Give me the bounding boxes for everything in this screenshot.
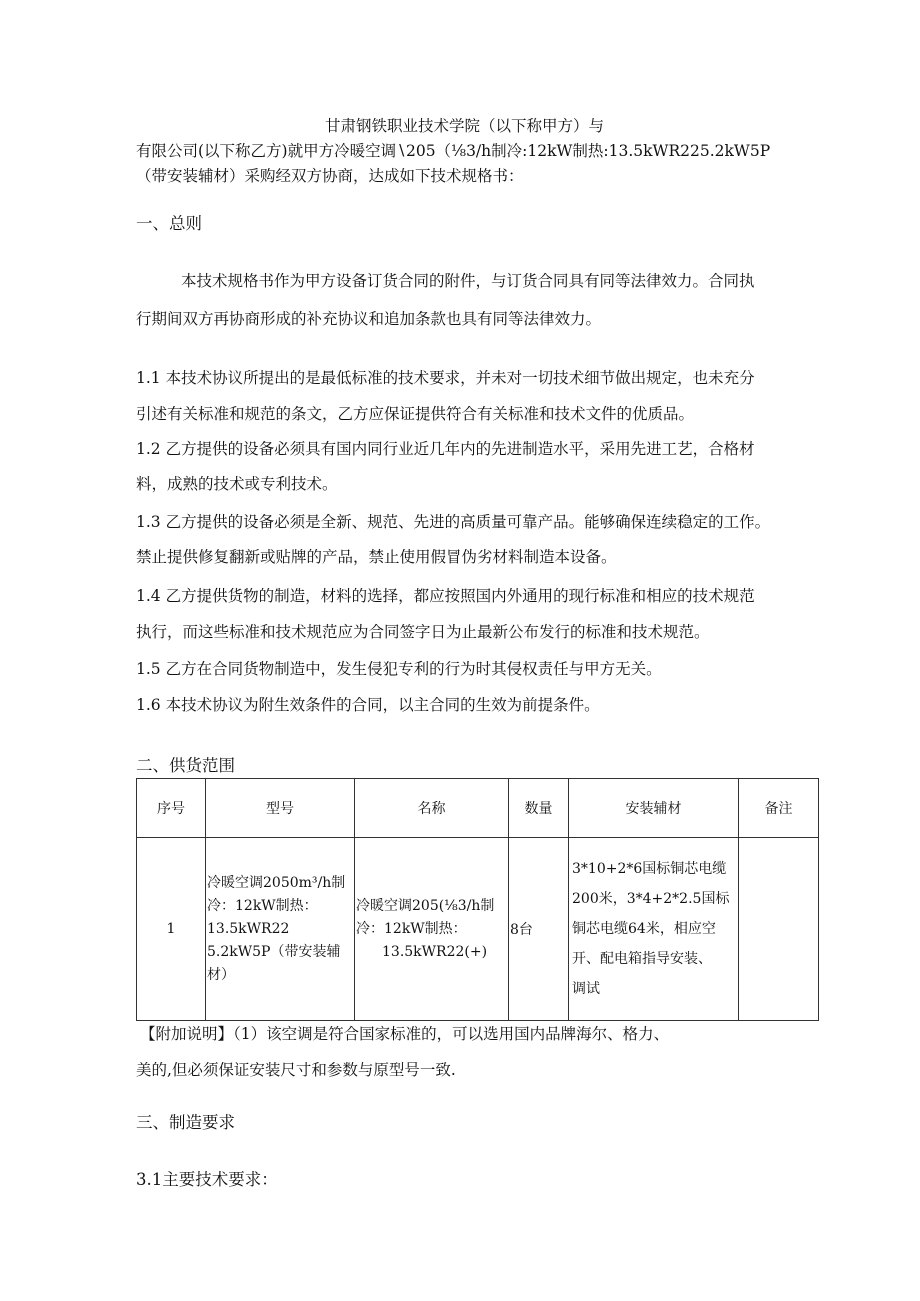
clause-1-1-line-1: 1.1 本技术协议所提出的是最低标准的技术要求，并未对一切技术细节做出规定，也未充分	[136, 369, 755, 387]
section-3-heading: 三、制造要求	[136, 1113, 235, 1132]
materials-line-1: 3*10+2*6国标铜芯电缆	[572, 861, 727, 877]
note-line-2: 美的,但必须保证安装尺寸和参数与原型号一致.	[136, 1061, 456, 1079]
clause-1-4-line-2: 执行，而这些标准和技术规范应为合同签字日为止最新公布发行的标准和技术规范。	[136, 623, 710, 641]
header-remark: 备注	[739, 779, 819, 838]
intro-line-2: 有限公司(以下称乙方)就甲方冷暖空调∖205（⅛3/h制冷:12kW制热:13.5kWR225.2kW5P	[136, 142, 771, 160]
header-name: 名称	[355, 779, 509, 838]
header-model: 型号	[206, 779, 355, 838]
clause-1-3-line-2: 禁止提供修复翻新或贴牌的产品，禁止使用假冒伪劣材料制造本设备。	[136, 548, 617, 566]
clause-1-2-line-2: 料，成熟的技术或专利技术。	[136, 475, 338, 493]
materials-line-2: 200米，3*4+2*2.5国标	[572, 891, 730, 907]
model-line-1: 冷暖空调2050m³/h制	[207, 874, 346, 891]
cell-name	[355, 838, 509, 1021]
clause-1-4-line-1: 1.4 乙方提供货物的制造，材料的选择，都应按照国内外通用的现行标准和相应的技术规范	[136, 587, 755, 605]
header-qty: 数量	[509, 779, 569, 838]
clause-1-2-line-1: 1.2 乙方提供的设备必须具有国内同行业近几年内的先进制造水平，采用先进工艺，合格材	[136, 440, 755, 458]
model-line-3: 13.5kWR22	[207, 920, 290, 937]
name-line-2: 冷：12kW制热：	[356, 920, 467, 937]
section-2-heading: 二、供货范围	[136, 756, 235, 775]
header-materials: 安装辅材	[569, 779, 739, 838]
materials-line-4: 开、配电箱指导安装、	[572, 951, 712, 967]
cell-no: 1	[137, 838, 206, 1021]
header-no: 序号	[137, 779, 206, 838]
note-line-1: 【附加说明】（1）该空调是符合国家标准的，可以选用国内品牌海尔、格力、	[140, 1025, 670, 1043]
intro-line-1: 甘肃钢铁职业技术学院（以下称甲方）与	[325, 117, 605, 135]
cell-materials	[569, 838, 739, 1021]
general-para-line-2: 行期间双方再协商形成的补充协议和追加条款也具有同等法律效力。	[136, 310, 602, 328]
materials-line-3: 铜芯电缆64米，相应空	[572, 921, 716, 937]
table-header-row	[137, 779, 819, 838]
clause-1-6: 1.6 本技术协议为附生效条件的合同，以主合同的生效为前提条件。	[136, 696, 600, 714]
clause-1-3-line-1: 1.3 乙方提供的设备必须是全新、规范、先进的高质量可靠产品。能够确保连续稳定的工作。	[136, 513, 771, 531]
clause-1-1-line-2: 引述有关标准和规范的条文，乙方应保证提供符合有关标准和技术文件的优质品。	[136, 405, 695, 423]
general-para-line-1: 本技术规格书作为甲方设备订货合同的附件，与订货合同具有同等法律效力。合同执	[181, 272, 755, 290]
intro-line-3: （带安装辅材）采购经双方协商，达成如下技术规格书：	[136, 167, 524, 185]
cell-qty: 8台	[509, 838, 569, 1021]
section-1-heading: 一、总则	[136, 214, 202, 233]
model-line-4: 5.2kW5P（带安装辅	[207, 943, 341, 960]
materials-line-5: 调试	[572, 981, 600, 997]
model-line-2: 冷：12kW制热：	[207, 897, 318, 914]
cell-model	[206, 838, 355, 1021]
model-line-5: 材）	[207, 966, 235, 983]
name-line-3: 13.5kWR22(+)	[382, 943, 488, 960]
name-line-1: 冷暖空调205(⅛3/h制	[356, 897, 495, 914]
table-row	[137, 838, 819, 1021]
section-3-1-heading: 3.1主要技术要求：	[136, 1170, 278, 1189]
clause-1-5: 1.5 乙方在合同货物制造中，发生侵犯专利的行为时其侵权责任与甲方无关。	[136, 660, 662, 678]
supply-scope-table	[136, 778, 819, 1021]
cell-remark	[739, 838, 819, 1021]
